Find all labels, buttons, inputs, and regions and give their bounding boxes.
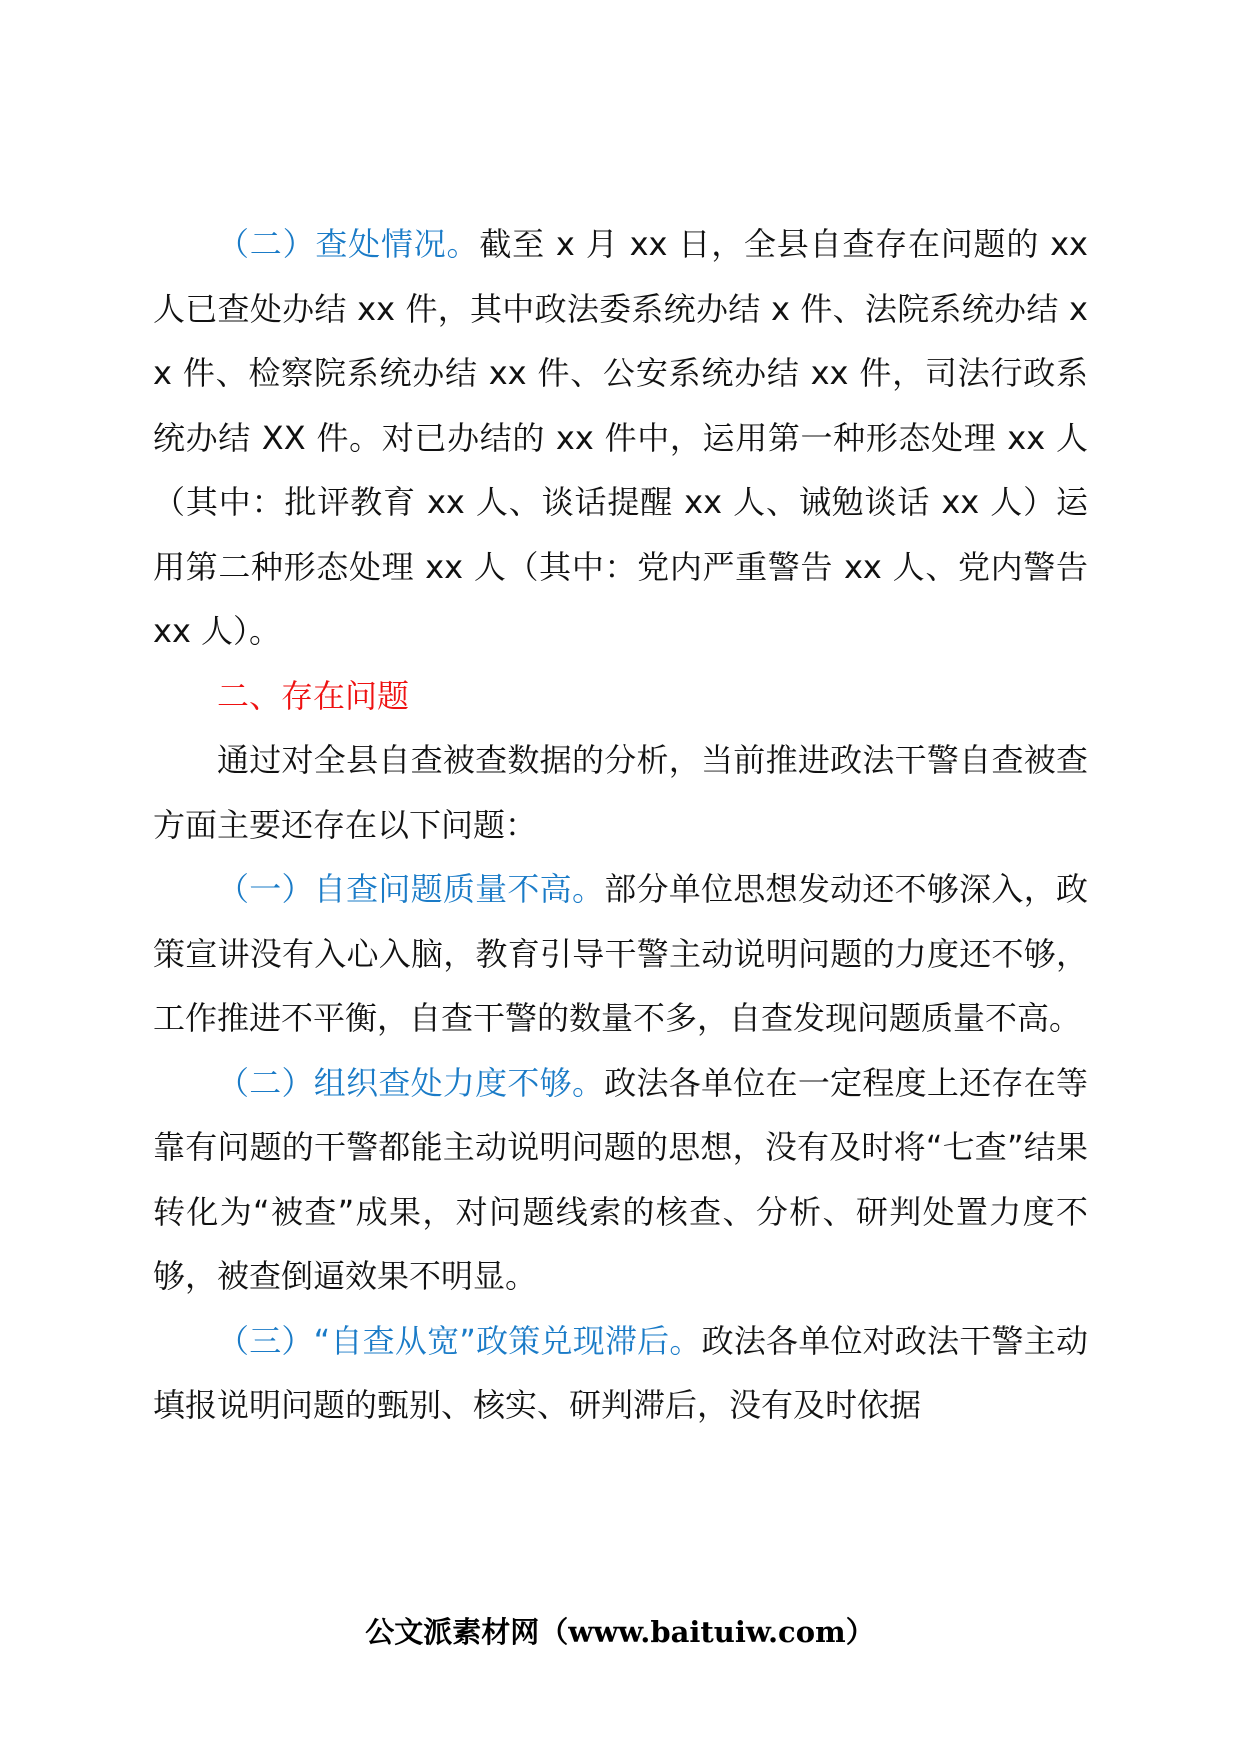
paragraph-intro	[153, 728, 1088, 857]
paragraph-text: 部分单位思想发动还不够深入，政策宣讲没有入心入脑，教育引导干警主动说明问题的力度还不够，工作推进不平衡，自查干警的数量不多，自查发现问题质量不高。	[153, 870, 1088, 1037]
paragraph-text: 截至 x 月 xx 日，全县自查存在问题的 xx 人已查处办结 xx 件，其中政法委系统办结 x 件、法院系统办结 xx 件、检察院系统办结 xx 件、公安系统办结 xx 件，司法行政系统办结 XX 件。对已办结的 xx 件中，运用第一种形态处理 xx 人（其中：批评教育 xx 人、谈话提醒 xx 人、诫勉谈话 xx 人）运用第二种形态处理 xx 人（其中：党内严重警告 xx 人、党内警告 xx 人）。	[153, 225, 1088, 650]
problem-lead-3: （三）“自查从宽”政策兑现滞后。	[217, 1321, 702, 1360]
paragraph-investigation-status	[153, 212, 1088, 664]
paragraph-text: 政法各单位对政法干警主动填报说明问题的甄别、核实、研判滞后，没有及时依据	[153, 1321, 1088, 1424]
paragraph-problem-3	[153, 1309, 1088, 1438]
paragraph-problem-1	[153, 857, 1088, 1051]
problem-lead-1: （一）自查问题质量不高。	[217, 870, 605, 908]
footer-watermark: 公文派素材网（www.baituiw.com）	[365, 1615, 875, 1649]
section-heading-problems: 二、存在问题	[217, 676, 410, 715]
section-lead-investigation: （二）查处情况。	[217, 225, 480, 263]
paragraph-text: 政法各单位在一定程度上还存在等靠有问题的干警都能主动说明问题的思想，没有及时将“七查”结果转化为“被查”成果，对问题线索的核查、分析、研判处置力度不够，被查倒逼效果不明显。	[153, 1063, 1088, 1295]
paragraph-text: 通过对全县自查被查数据的分析，当前推进政法干警自查被查方面主要还存在以下问题：	[153, 741, 1088, 844]
paragraph-problem-2	[153, 1051, 1088, 1309]
problem-lead-2: （二）组织查处力度不够。	[217, 1063, 605, 1102]
document-body	[153, 212, 1088, 1438]
